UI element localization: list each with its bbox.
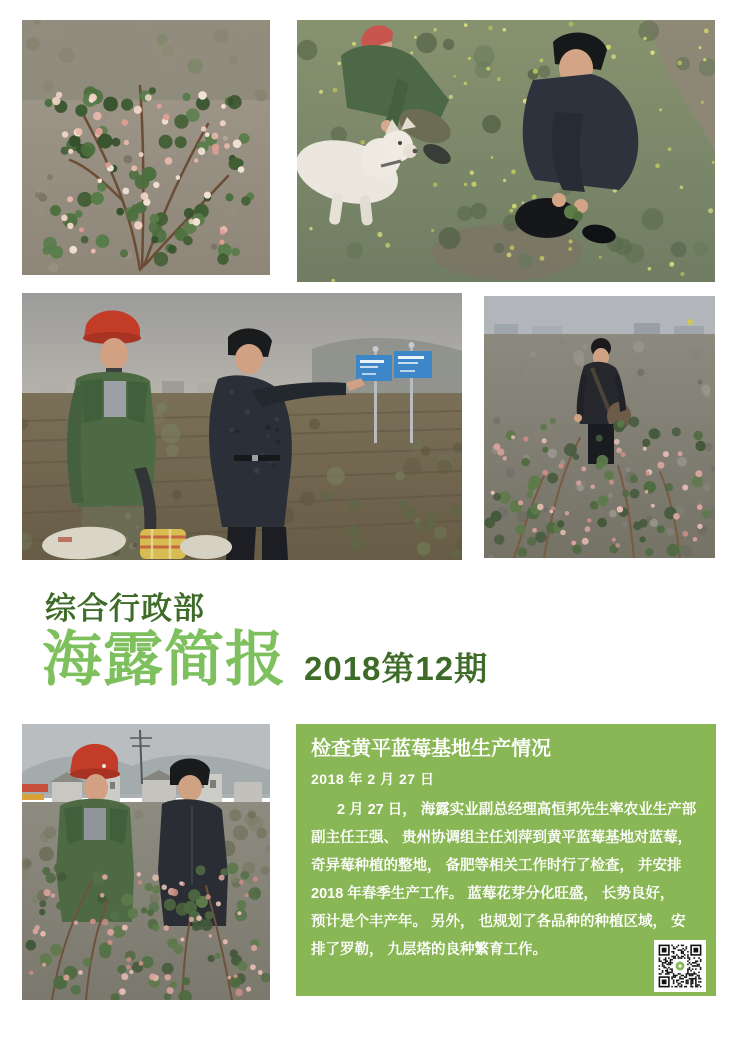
article-body-line: 2 月 27 日， 海露实业副总经理高恒邦先生率农业生产部 (337, 802, 697, 818)
masthead (42, 628, 488, 693)
two-men-bushes-illustration (22, 724, 270, 1000)
article-body-line: 奇异莓种植的整地， 备肥等相关工作时行了检查， 并安排 (311, 858, 682, 874)
article-body-line: 副主任王强、 贵州协调组主任刘萍到黄平蓝莓基地对蓝莓， (311, 830, 693, 846)
article-body-line: 预计是个丰产年。 另外， 也规划了各品种的种植区域， 安 (311, 914, 686, 930)
photo-blueberry-flowers (22, 20, 270, 275)
article-date: 2018 年 2 月 27 日 (311, 771, 435, 787)
photo-man-in-field (484, 296, 715, 558)
photo-field-inspection (22, 293, 462, 560)
article-panel (296, 724, 716, 996)
qr-code-graphic (657, 943, 703, 989)
department-title: 综合行政部 (45, 591, 205, 626)
issue-number: 2018第12期 (304, 650, 489, 687)
newsletter-title: 海露简报 (42, 626, 286, 693)
photo-men-with-dog (297, 20, 715, 282)
photo-two-men-bushes (22, 724, 270, 1000)
field-inspection-illustration (22, 293, 462, 560)
article-body (311, 796, 701, 964)
man-in-field-illustration (484, 296, 715, 558)
qr-code (654, 940, 706, 992)
article-title: 检查黄平蓝莓基地生产情况 (311, 738, 551, 760)
article-body-line: 2018 年春季生产工作。 蓝莓花芽分化旺盛， 长势良好， (311, 886, 675, 902)
article-body-line: 排了罗勒， 九层塔的良种繁育工作。 (311, 942, 548, 958)
men-with-dog-illustration (297, 20, 715, 282)
blueberry-flowers-illustration (22, 20, 270, 275)
